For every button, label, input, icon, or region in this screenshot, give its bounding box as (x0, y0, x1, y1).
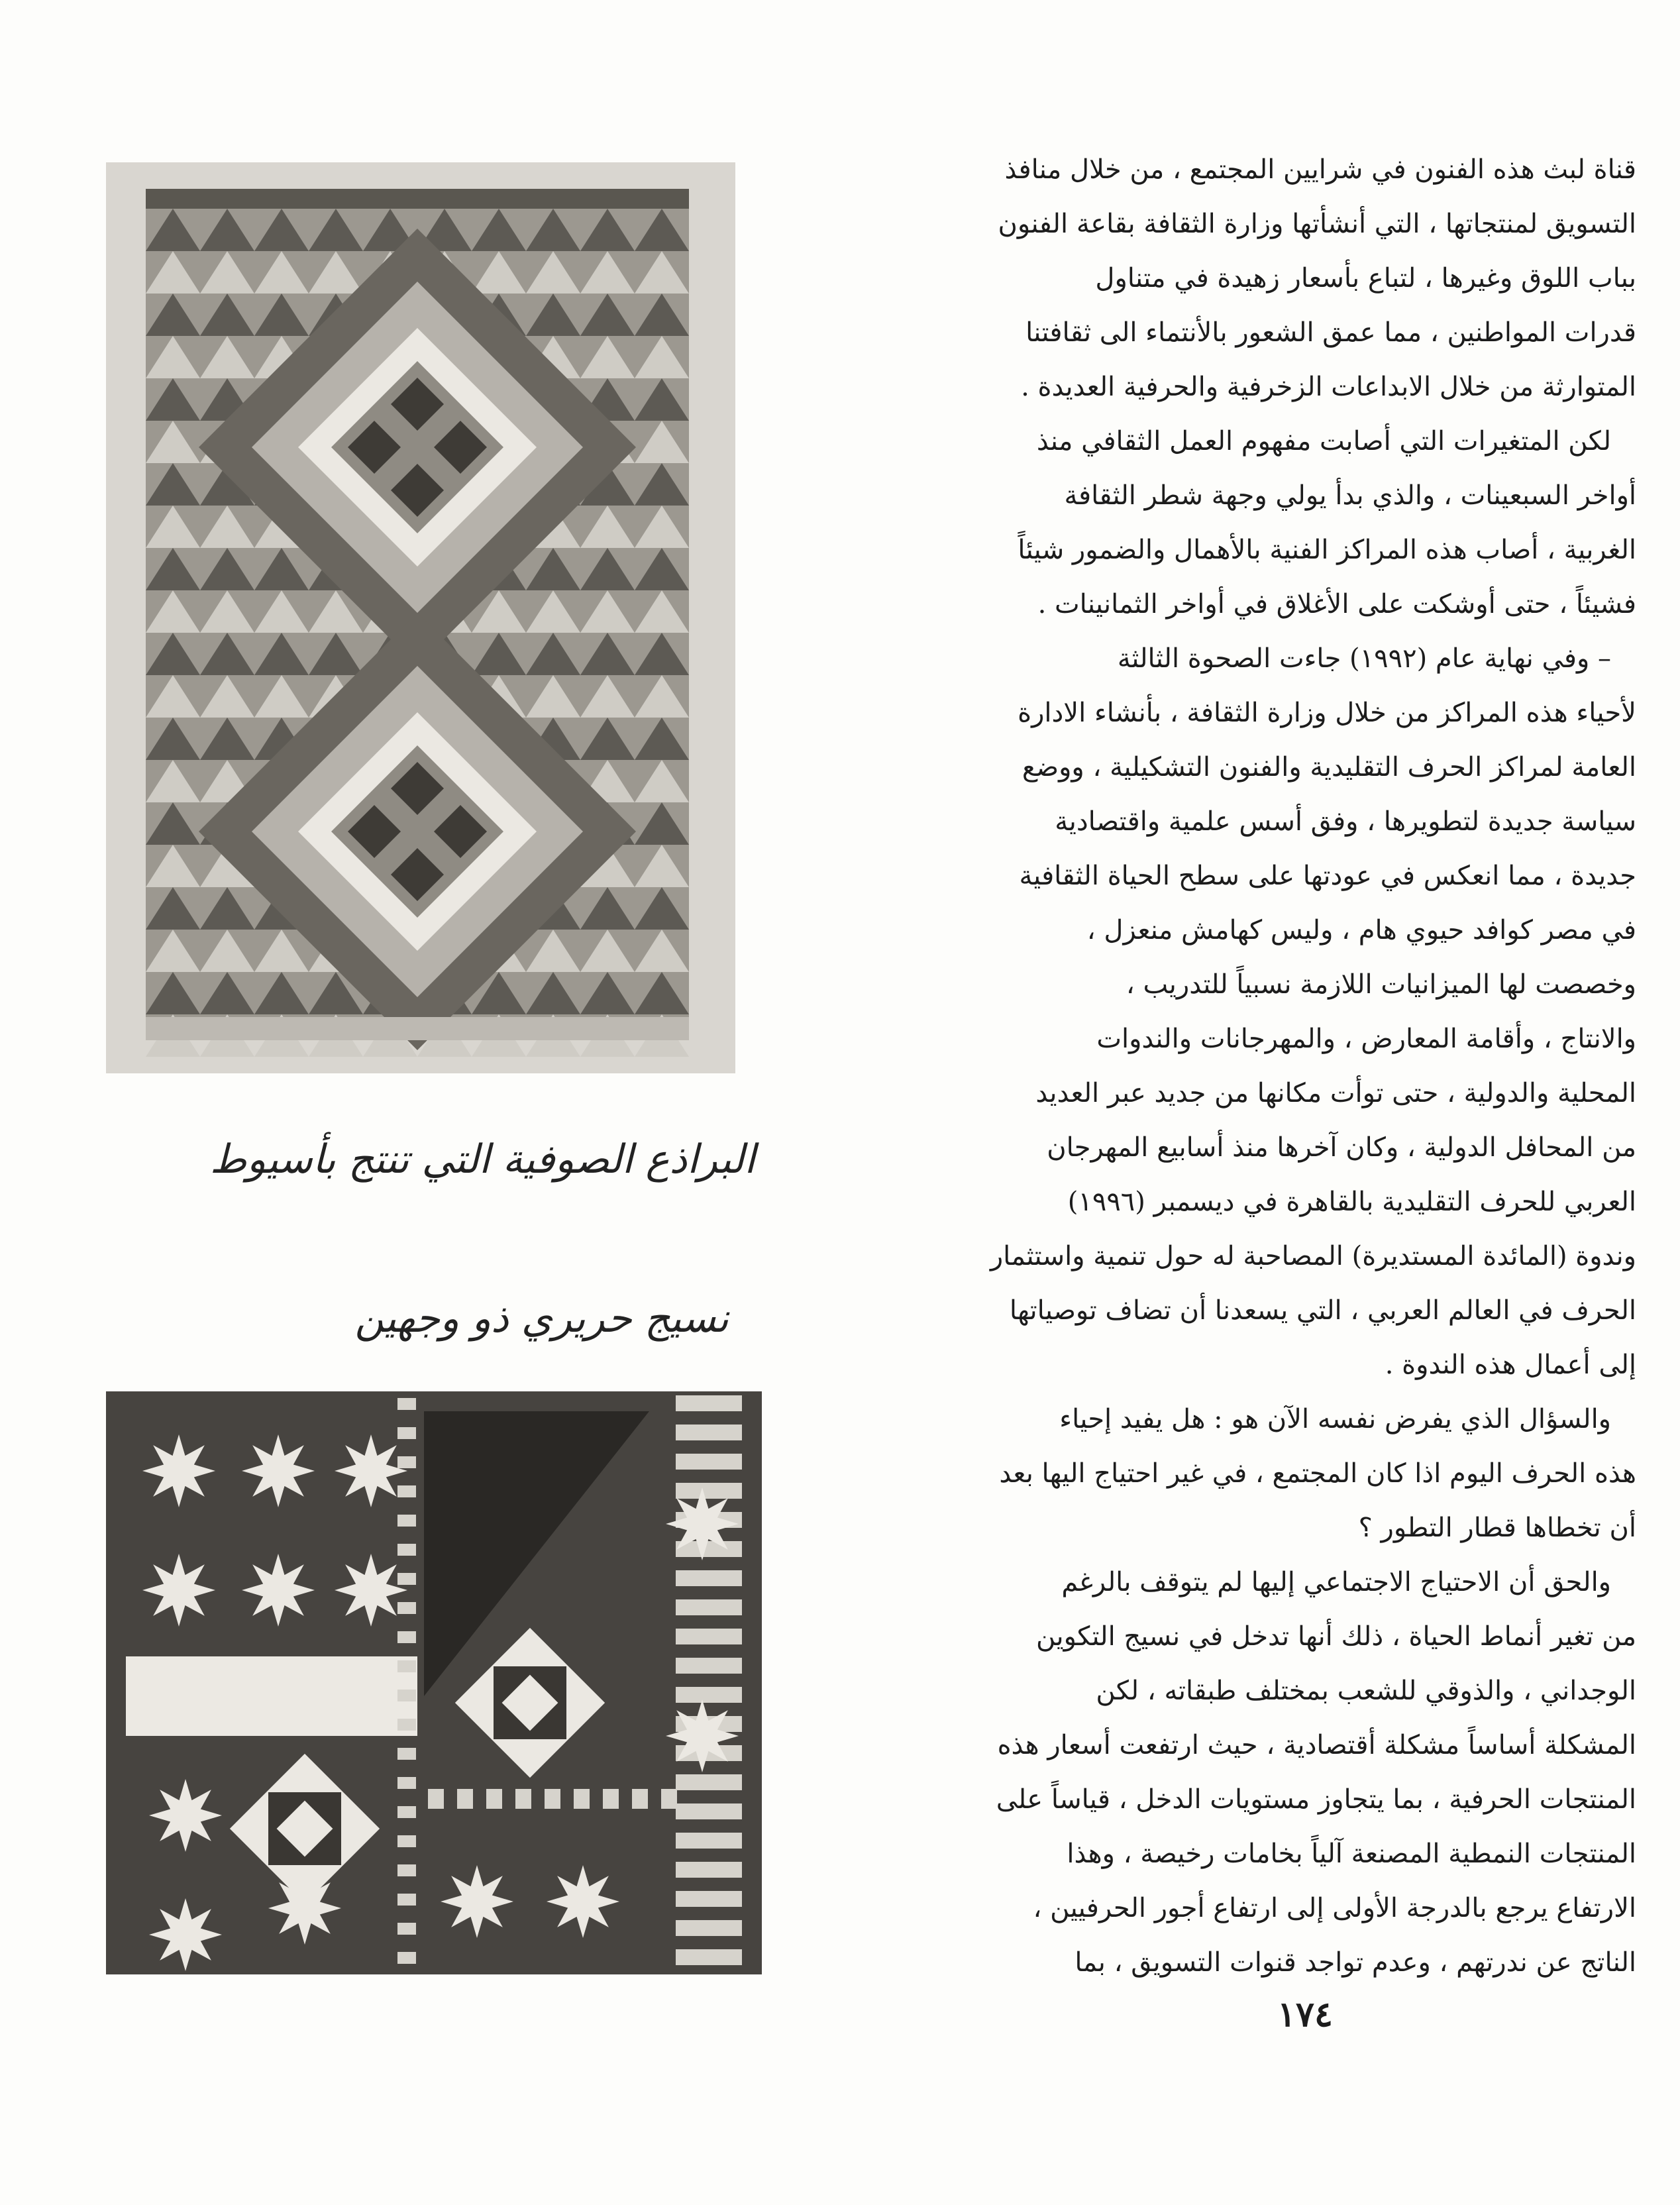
article-body (894, 142, 1636, 2031)
text-line: الارتفاع يرجع بالدرجة الأولى إلى ارتفاع أجور الحرفيين ، (1033, 1893, 1636, 1923)
text-line: التسويق لمنتجاتها ، التي أنشأتها وزارة الثقافة بقاعة الفنون (998, 209, 1636, 239)
kilim-pattern-image (106, 162, 735, 1073)
text-line: قدرات المواطنين ، مما عمق الشعور بالأنتماء الى ثقافتنا (1025, 317, 1636, 348)
text-line: بباب اللوق وغيرها ، لتباع بأسعار زهيدة في متناول (1095, 263, 1636, 294)
text-line: من المحافل الدولية ، وكان آخرها منذ أسابيع المهرجان (1047, 1132, 1636, 1163)
text-line: لأحياء هذه المراكز من خلال وزارة الثقافة ، بأنشاء الادارة (1018, 698, 1636, 728)
text-line: والسؤال الذي يفرض نفسه الآن هو : هل يفيد إحياء (1059, 1404, 1611, 1434)
text-line: الوجداني ، والذوقي للشعب بمختلف طبقاته ، لكن (1096, 1676, 1636, 1706)
text-line: الحرف في العالم العربي ، التي يسعدنا أن تضاف توصياتها (1009, 1295, 1636, 1326)
text-line: الناتج عن ندرتهم ، وعدم تواجد قنوات التسويق ، بما (1075, 1947, 1636, 1978)
text-line: المحلية والدولية ، حتى توأت مكانها من جديد عبر العديد (1035, 1078, 1636, 1108)
text-line: العامة لمراكز الحرف التقليدية والفنون التشكيلية ، ووضع (1022, 752, 1636, 782)
text-line: من تغير أنماط الحياة ، ذلك أنها تدخل في نسيج التكوين (1036, 1621, 1636, 1652)
text-line: – وفي نهاية عام (١٩٩٢) جاءت الصحوة الثالثة (1117, 643, 1611, 674)
silk-pattern-image (106, 1391, 762, 1974)
text-line: أن تخطاها قطار التطور ؟ (1358, 1513, 1636, 1543)
text-line: جديدة ، مما انعكس في عودتها على سطح الحياة الثقافية (1019, 861, 1636, 891)
text-line: وخصصت لها الميزانيات اللازمة نسبياً للتدريب ، (1126, 969, 1636, 1000)
text-line: والحق أن الاحتياج الاجتماعي إليها لم يتوقف بالرغم (1061, 1567, 1611, 1597)
text-line: المشكلة أساساً مشكلة أقتصادية ، حيث ارتفعت أسعار هذه (997, 1730, 1636, 1760)
caption-top: البراذع الصوفية التي تنتج بأسيوط (209, 1136, 755, 1183)
text-line: والانتاج ، وأقامة المعارض ، والمهرجانات والندوات (1096, 1024, 1636, 1054)
text-line: الغربية ، أصاب هذه المراكز الفنية بالأهمال والضمور شيئاً (1018, 535, 1636, 565)
page-number: ١٧٤ (1277, 1994, 1333, 2035)
text-line: المتوارثة من خلال الابداعات الزخرفية والحرفية العديدة . (1021, 372, 1636, 402)
text-line: إلى أعمال هذه الندوة . (1385, 1350, 1636, 1380)
caption-bottom: نسيج حريري ذو وجهين (354, 1295, 729, 1342)
kilim-photo (106, 162, 735, 1073)
text-line: العربي للحرف التقليدية بالقاهرة في ديسمبر (١٩٩٦) (1067, 1187, 1636, 1217)
text-line: في مصر كوافد حيوي هام ، وليس كهامش منعزل ، (1086, 915, 1636, 945)
text-line: المنتجات الحرفية ، بما يتجاوز مستويات الدخل ، قياساً على (996, 1784, 1636, 1815)
text-line: قناة لبث هذه الفنون في شرايين المجتمع ، من خلال منافذ (1004, 154, 1636, 185)
text-line: لكن المتغيرات التي أصابت مفهوم العمل الثقافي منذ (1036, 426, 1611, 457)
text-line: المنتجات النمطية المصنعة آلياً بخامات رخيصة ، وهذا (1067, 1839, 1636, 1869)
text-line: وندوة (المائدة المستديرة) المصاحبة له حول تنمية واستثمار (990, 1241, 1636, 1271)
text-line: فشيئاً ، حتى أوشكت على الأغلاق في أواخر الثمانينات . (1037, 589, 1636, 619)
text-line: أواخر السبعينات ، والذي بدأ يولي وجهة شطر الثقافة (1064, 480, 1636, 511)
text-line: سياسة جديدة لتطويرها ، وفق أسس علمية واقتصادية (1055, 806, 1636, 837)
text-line: هذه الحرف اليوم اذا كان المجتمع ، في غير احتياج اليها بعد (999, 1458, 1636, 1489)
silk-weave-photo (106, 1391, 762, 1974)
